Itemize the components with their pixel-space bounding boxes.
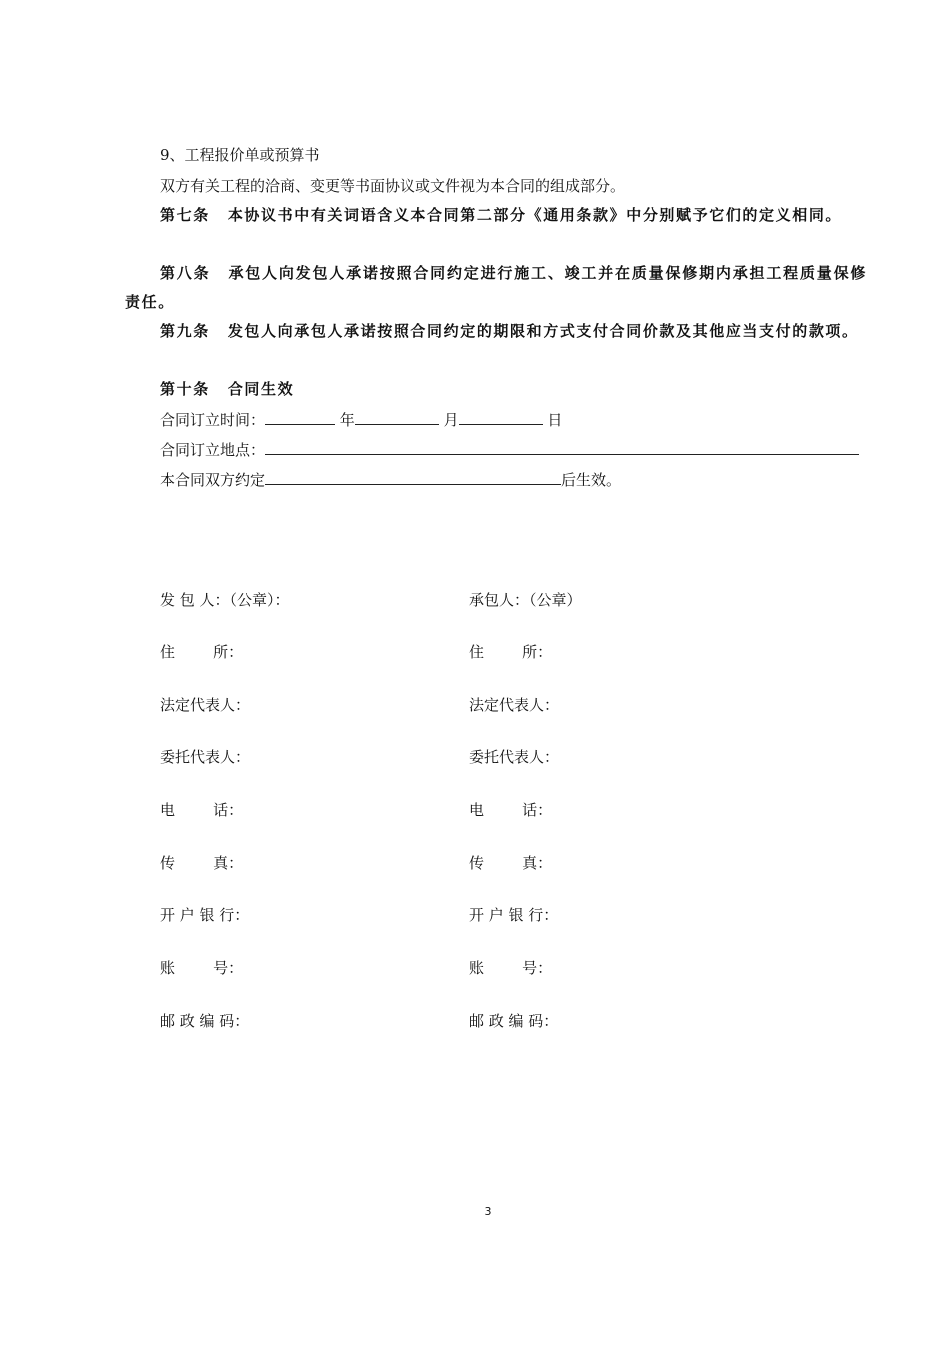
- article-9: [125, 317, 867, 346]
- sign-place-line: [160, 439, 859, 460]
- effective-prefix: 本合同双方约定: [160, 471, 266, 489]
- sign-time-label: 合同订立时间：: [160, 411, 266, 429]
- article-8-title: 第八条: [160, 264, 211, 282]
- sign-time-line: [160, 409, 562, 430]
- employer-bank: 开 户 银 行：: [160, 906, 250, 924]
- contractor-phone: 电 话：: [469, 801, 553, 819]
- sign-place-blank: [265, 439, 859, 455]
- contractor-agent: 委托代表人：: [469, 748, 560, 766]
- article-10-text: 合同生效: [227, 380, 295, 398]
- employer-party: 发 包 人：（公章）：: [160, 591, 290, 609]
- sign-month-unit: 月: [443, 411, 459, 429]
- article-9-text: 发包人向承包人承诺按照合同约定的期限和方式支付合同价款及其他应当支付的款项。: [227, 322, 859, 340]
- article-9-title: 第九条: [160, 322, 210, 340]
- supplement-note: 双方有关工程的洽商、变更等书面协议或文件视为本合同的组成部分。: [160, 177, 626, 195]
- contractor-party: 承包人：（公章）: [469, 591, 582, 609]
- employer-agent: 委托代表人：: [160, 748, 251, 766]
- article-8: [125, 259, 867, 317]
- sign-year-blank: [265, 409, 335, 425]
- employer-fax: 传 真：: [160, 854, 244, 872]
- page-number: 3: [484, 1205, 492, 1218]
- contractor-bank: 开 户 银 行：: [469, 906, 559, 924]
- contractor-address: 住 所：: [469, 643, 553, 661]
- sign-place-label: 合同订立地点：: [160, 441, 266, 459]
- contractor-legal-rep: 法定代表人：: [469, 696, 560, 714]
- article-7-title: 第七条: [160, 206, 210, 224]
- employer-postcode: 邮 政 编 码：: [160, 1012, 250, 1030]
- item-9: 9、工程报价单或预算书: [160, 146, 320, 164]
- contractor-postcode: 邮 政 编 码：: [469, 1012, 559, 1030]
- contractor-account: 账 号：: [469, 959, 553, 977]
- employer-account: 账 号：: [160, 959, 244, 977]
- contractor-fax: 传 真：: [469, 854, 553, 872]
- sign-day-unit: 日: [547, 411, 563, 429]
- effective-line: [160, 469, 621, 490]
- article-7-text: 本协议书中有关词语含义本合同第二部分《通用条款》中分别赋予它们的定义相同。: [227, 206, 843, 224]
- employer-address: 住 所：: [160, 643, 244, 661]
- article-8-text: 承包人向发包人承诺按照合同约定进行施工、竣工并在质量保修期内承担工程质量保修责任。: [125, 264, 867, 311]
- article-10-title: 第十条: [160, 380, 210, 398]
- sign-month-blank: [355, 409, 439, 425]
- article-7: [125, 201, 867, 230]
- effective-blank: [265, 469, 561, 485]
- employer-legal-rep: 法定代表人：: [160, 696, 251, 714]
- effective-suffix: 后生效。: [561, 471, 622, 489]
- sign-day-blank: [459, 409, 543, 425]
- employer-phone: 电 话：: [160, 801, 244, 819]
- sign-year-unit: 年: [339, 411, 355, 429]
- article-10: [125, 375, 867, 404]
